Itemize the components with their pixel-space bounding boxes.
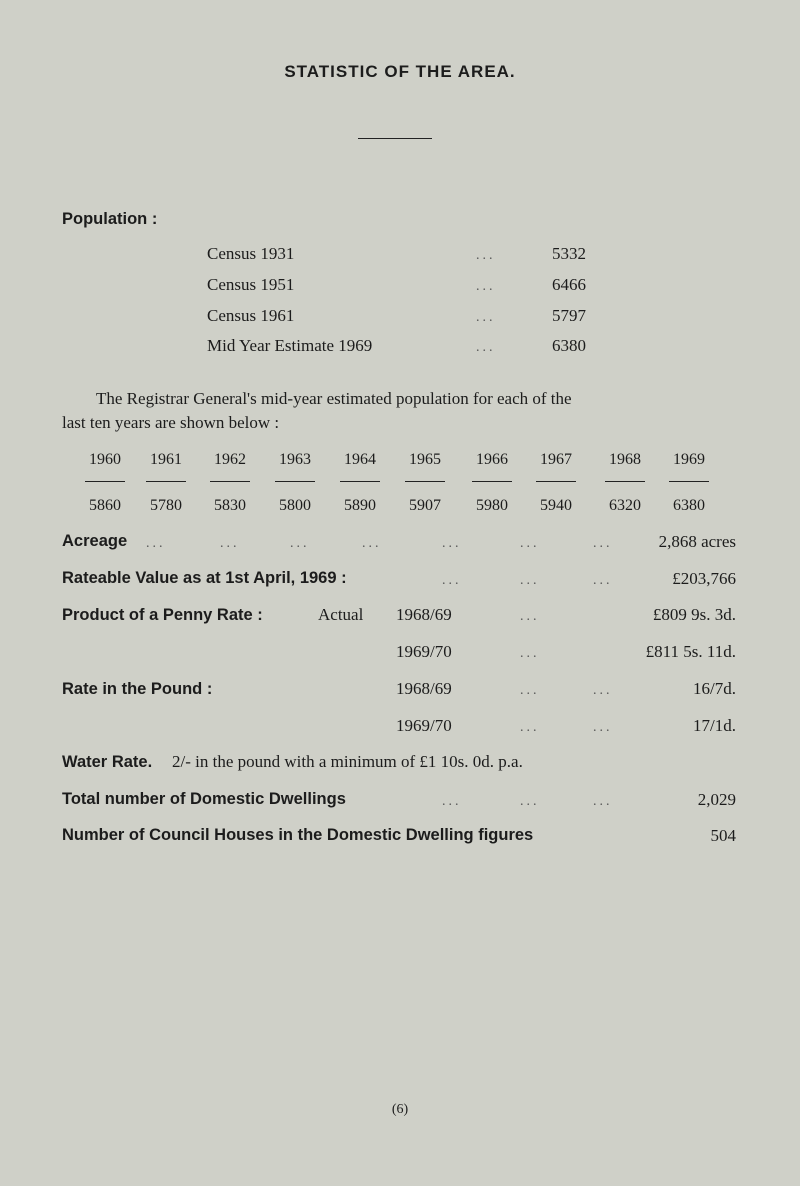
population-value: 6466 <box>552 275 586 294</box>
leader-dots: ... <box>520 794 540 809</box>
rateable-value-label: Rateable Value as at 1st April, 1969 : <box>62 569 347 587</box>
title-divider <box>358 138 432 139</box>
leader-dots: ... <box>220 536 240 551</box>
column-rule <box>605 481 645 482</box>
penny-rate-period: 1968/69 <box>396 605 452 624</box>
year-population: 6320 <box>609 497 641 514</box>
column-rule <box>146 481 186 482</box>
penny-rate-label: Product of a Penny Rate : <box>62 606 263 624</box>
year-population: 5800 <box>279 497 311 514</box>
leader-dots: ... <box>520 573 540 588</box>
leader-dots: ... <box>442 536 462 551</box>
leader-dots: ... <box>476 340 496 355</box>
year-population: 5940 <box>540 497 572 514</box>
leader-dots: ... <box>593 573 613 588</box>
column-rule <box>536 481 576 482</box>
year-header: 1962 <box>214 451 246 468</box>
water-rate-text: 2/- in the pound with a minimum of £1 10s. 0d. p.a. <box>172 752 523 771</box>
year-population: 5890 <box>344 497 376 514</box>
page-number: (6) <box>391 1102 409 1117</box>
leader-dots: ... <box>593 683 613 698</box>
intro-line-1: The Registrar General's mid-year estimated population for each of the <box>96 389 572 408</box>
leader-dots: ... <box>476 248 496 263</box>
year-header: 1960 <box>89 451 121 468</box>
rate-in-pound-label: Rate in the Pound : <box>62 680 213 698</box>
year-population: 5830 <box>214 497 246 514</box>
leader-dots: ... <box>520 720 540 735</box>
year-population: 5780 <box>150 497 182 514</box>
rate-in-pound-value: 16/7d. <box>693 679 736 698</box>
leader-dots: ... <box>290 536 310 551</box>
population-label: Census 1951 <box>207 275 295 294</box>
intro-line-2: last ten years are shown below : <box>62 413 280 432</box>
rate-in-pound-period: 1969/70 <box>396 716 452 735</box>
penny-rate-period: 1969/70 <box>396 642 452 661</box>
penny-rate-value: £811 5s. 11d. <box>645 642 736 661</box>
population-label: Census 1931 <box>207 244 295 263</box>
penny-rate-sublabel: Actual <box>318 605 364 624</box>
year-header: 1965 <box>409 451 441 468</box>
rate-in-pound-value: 17/1d. <box>693 716 736 735</box>
acreage-label: Acreage <box>62 532 128 550</box>
column-rule <box>669 481 709 482</box>
leader-dots: ... <box>520 609 540 624</box>
column-rule <box>275 481 315 482</box>
year-population: 5980 <box>476 497 508 514</box>
population-value: 6380 <box>552 336 586 355</box>
population-value: 5797 <box>552 306 586 325</box>
leader-dots: ... <box>520 536 540 551</box>
leader-dots: ... <box>476 279 496 294</box>
year-header: 1967 <box>540 451 572 468</box>
dwellings-value: 2,029 <box>697 790 736 809</box>
leader-dots: ... <box>476 310 496 325</box>
leader-dots: ... <box>593 720 613 735</box>
population-label: Mid Year Estimate 1969 <box>207 336 373 355</box>
leader-dots: ... <box>146 536 166 551</box>
year-header: 1964 <box>344 451 376 468</box>
leader-dots: ... <box>520 683 540 698</box>
leader-dots: ... <box>520 646 540 661</box>
leader-dots: ... <box>442 794 462 809</box>
population-heading: Population : <box>62 210 158 228</box>
year-header: 1969 <box>673 451 705 468</box>
year-header: 1963 <box>279 451 311 468</box>
penny-rate-value: £809 9s. 3d. <box>652 605 736 624</box>
year-header: 1966 <box>476 451 508 468</box>
council-houses-label: Number of Council Houses in the Domestic Dwelling figures <box>62 826 534 844</box>
year-population: 6380 <box>673 497 705 514</box>
leader-dots: ... <box>593 794 613 809</box>
dwellings-label: Total number of Domestic Dwellings <box>62 790 346 808</box>
rate-in-pound-period: 1968/69 <box>396 679 452 698</box>
column-rule <box>85 481 125 482</box>
column-rule <box>405 481 445 482</box>
column-rule <box>340 481 380 482</box>
rateable-value: £203,766 <box>672 569 736 588</box>
water-rate-label: Water Rate. <box>62 753 153 771</box>
year-population: 5907 <box>409 497 441 514</box>
acreage-value: 2,868 acres <box>658 532 736 551</box>
page-title: STATISTIC OF THE AREA. <box>284 62 516 81</box>
population-value: 5332 <box>552 244 586 263</box>
council-houses-value: 504 <box>710 826 736 845</box>
year-header: 1968 <box>609 451 641 468</box>
year-population: 5860 <box>89 497 121 514</box>
population-label: Census 1961 <box>207 306 295 325</box>
leader-dots: ... <box>593 536 613 551</box>
leader-dots: ... <box>442 573 462 588</box>
column-rule <box>472 481 512 482</box>
column-rule <box>210 481 250 482</box>
year-header: 1961 <box>150 451 182 468</box>
leader-dots: ... <box>362 536 382 551</box>
